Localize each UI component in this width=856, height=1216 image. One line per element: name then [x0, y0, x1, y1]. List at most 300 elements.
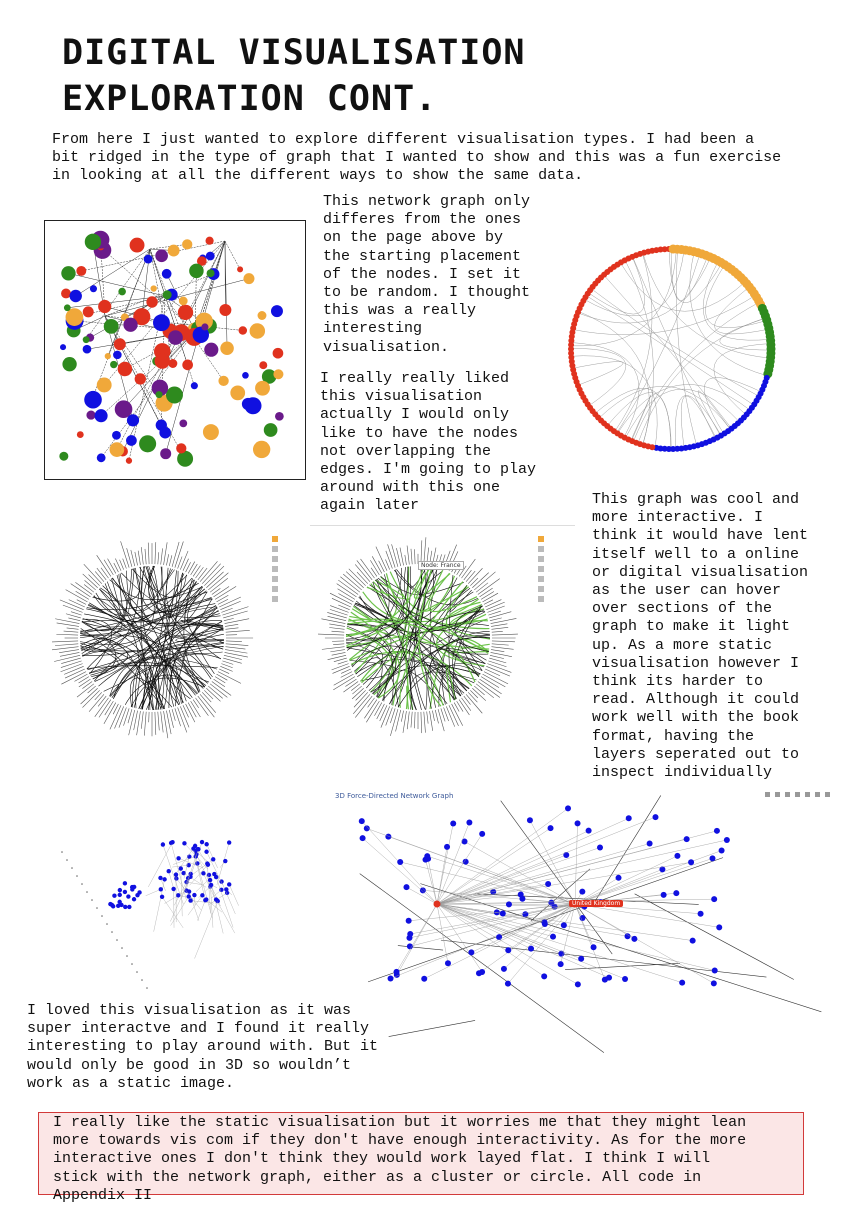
graph-edge	[631, 395, 651, 441]
bundle-label	[491, 618, 517, 623]
graph-node	[243, 273, 254, 284]
toolbar-icon	[775, 792, 780, 797]
bundle-label	[361, 559, 375, 578]
bundle-label	[52, 641, 78, 642]
bundle-label	[414, 712, 415, 728]
graph-edge	[575, 904, 714, 983]
graph-node	[61, 266, 75, 280]
graph-node	[196, 847, 200, 851]
bundle-label	[217, 595, 229, 602]
bundle-label	[137, 711, 141, 735]
bundle-label	[357, 560, 372, 579]
graph-edge	[714, 344, 771, 415]
bundle-label	[104, 560, 113, 575]
graph-node	[139, 435, 156, 452]
graph-node	[505, 981, 511, 987]
graph-node	[177, 451, 193, 467]
toolbar-icon	[785, 792, 790, 797]
graph-node	[113, 351, 122, 360]
bundle-label	[333, 644, 344, 645]
graph-node	[223, 859, 227, 863]
bundle-label	[490, 655, 504, 658]
toolbar-icon	[272, 576, 278, 582]
graph-node	[159, 887, 163, 891]
bundle-label	[485, 669, 500, 676]
bundle-label	[476, 684, 494, 698]
note-3d: I loved this visualisation as it was super interactve and I found it really interesting to play around with. But it would only be good in 3D so wouldn’t work as a static image.	[27, 1002, 379, 1092]
bundle-label	[89, 694, 104, 711]
graph-node	[123, 905, 127, 909]
toolbar-icon	[795, 792, 800, 797]
bundle-label	[470, 690, 478, 698]
graph-node	[62, 357, 76, 371]
bundle-edge	[80, 597, 211, 631]
bundle-edge	[347, 638, 393, 705]
bundle-label	[202, 564, 220, 584]
graph-node	[273, 369, 283, 379]
bundle-label	[430, 711, 433, 731]
bundle-label	[374, 703, 381, 716]
bundle-label	[330, 650, 345, 652]
bundle-label	[82, 690, 99, 707]
bundle-label	[474, 572, 495, 590]
axis-tick	[66, 859, 68, 861]
bundle-label	[407, 711, 409, 729]
graph-node	[579, 889, 585, 895]
graph-node	[364, 825, 370, 831]
graph-node	[105, 353, 111, 359]
graph-node	[168, 245, 180, 257]
graph-edge	[615, 253, 652, 431]
graph-node	[182, 360, 193, 371]
bundle-label	[223, 611, 247, 618]
bundle-label	[134, 711, 138, 730]
graph-node	[407, 943, 413, 949]
toolbar-icon	[538, 576, 544, 582]
toolbar-icon	[765, 792, 770, 797]
graph-edge	[573, 295, 755, 334]
graph-node	[550, 934, 556, 940]
graph-node	[123, 881, 127, 885]
graph-node	[388, 976, 394, 982]
bundle-label	[353, 694, 370, 713]
graph-node	[403, 884, 409, 890]
graph-node	[250, 323, 265, 338]
graph-edge	[426, 860, 437, 904]
graph-node	[112, 894, 116, 898]
graph-node	[204, 343, 218, 357]
graph-node	[176, 893, 180, 897]
graph-node	[674, 853, 680, 859]
highlight-node	[434, 901, 441, 908]
bundle-label	[491, 624, 507, 627]
bundle-label	[421, 712, 422, 733]
bundle-label	[332, 631, 345, 632]
axis-tick	[121, 947, 123, 949]
axis-tick	[76, 875, 78, 877]
graph-node	[586, 828, 592, 834]
graph-node	[545, 881, 551, 887]
bundle-label	[54, 655, 80, 661]
bundle-label	[338, 593, 353, 601]
bundle-label	[332, 664, 349, 670]
graph-node	[162, 269, 172, 279]
bundle-label	[415, 549, 416, 564]
toolbar-icon	[538, 556, 544, 562]
graph-edge	[593, 795, 661, 905]
graph-node	[219, 879, 223, 883]
bundle-label	[332, 598, 351, 607]
graph-node	[83, 345, 92, 354]
graph-edge	[441, 940, 767, 977]
graph-node	[360, 835, 366, 841]
bundle-label	[492, 644, 509, 645]
bundle-label	[351, 684, 360, 691]
bundle-label	[204, 566, 224, 586]
highlight-node-label: United Kingdom	[569, 900, 623, 907]
graph-node	[397, 859, 403, 865]
graph-node	[126, 435, 137, 446]
toolbar-icon	[272, 556, 278, 562]
graph-node	[542, 921, 548, 927]
bundle-label	[225, 628, 238, 630]
graph-node	[201, 871, 205, 875]
graph-node	[110, 903, 114, 907]
graph-node	[179, 420, 187, 428]
graph-node	[220, 341, 234, 355]
graph-node	[466, 819, 472, 825]
bundle-label	[71, 612, 82, 615]
graph-node	[548, 825, 554, 831]
graph-node	[188, 898, 192, 902]
graph-node	[110, 442, 125, 457]
bundle-label	[64, 631, 79, 632]
graph-node	[673, 890, 679, 896]
axis-tick	[91, 899, 93, 901]
bundle-label	[461, 698, 470, 711]
graph-node	[200, 840, 204, 844]
bundle-label	[120, 560, 124, 570]
bundle-label	[407, 546, 409, 565]
bundle-label	[340, 577, 360, 592]
toolbar-icon	[538, 546, 544, 552]
bundle-label	[388, 544, 396, 567]
graph-node	[271, 305, 283, 317]
bundle-label	[81, 688, 98, 704]
graph-node	[724, 837, 730, 843]
toolbar-icon	[272, 546, 278, 552]
bundle-label	[218, 672, 241, 684]
bundle-label	[61, 664, 83, 672]
bundle-label	[376, 547, 387, 571]
bundle-label	[129, 710, 135, 735]
bundle-label	[97, 568, 106, 580]
bundle-label	[161, 548, 163, 564]
bundle-label	[468, 692, 477, 702]
graph-node	[606, 975, 612, 981]
note-interactive: This graph was cool and more interactive. I think it would have lent itself well to a online or digital visualisation as the user can hover over sections of the graph to make it light up. As a more static visualisation however I think its harder to read. Although it could work well with the book format, having the layers seperated out to inspect individually	[592, 491, 809, 782]
graph-node	[714, 828, 720, 834]
bundle-label	[366, 701, 379, 722]
bundle-label	[131, 550, 135, 566]
bundle-label	[368, 698, 375, 707]
graph-node	[541, 973, 547, 979]
bundle-label	[318, 634, 344, 635]
graph-node	[479, 831, 485, 837]
bundle-label	[215, 586, 236, 599]
graph-node	[211, 857, 215, 861]
graph-node	[98, 300, 111, 313]
graph-node	[95, 409, 108, 422]
graph-node	[709, 855, 715, 861]
axis-tick	[101, 915, 103, 917]
graph-node	[144, 255, 153, 264]
graph-node	[501, 966, 507, 972]
bundle-label	[343, 574, 361, 590]
page-title	[62, 30, 526, 122]
graph-node	[661, 892, 667, 898]
graph-node	[162, 877, 166, 881]
graph-edge	[586, 296, 753, 405]
graph-edge	[197, 900, 205, 920]
bundle-label	[484, 672, 508, 684]
graph-node	[90, 285, 97, 292]
bundle-label	[322, 647, 345, 650]
graph-node	[205, 237, 213, 245]
bundle-label	[164, 542, 168, 565]
intro-text: From here I just wanted to explore different visualisation types. I had been a bit ridged in the type of graph that I wanted to show and this was a fun exercise in looking at all the different ways to show the same data.	[52, 131, 782, 185]
graph-node	[505, 947, 511, 953]
graph-node	[163, 290, 172, 299]
graph-edge	[591, 289, 759, 397]
bundle-label	[59, 650, 79, 653]
bundle-label	[492, 634, 518, 635]
axis-tick	[111, 931, 113, 933]
graph-edge	[424, 904, 575, 979]
bundle-label	[76, 591, 89, 599]
bundle-label	[225, 650, 247, 654]
toolbar-icon	[538, 586, 544, 592]
graph-node	[191, 382, 198, 389]
bundle-label	[138, 551, 140, 565]
bundle-label	[478, 579, 500, 595]
graph-node	[97, 378, 112, 393]
graph-node	[192, 893, 196, 897]
graph-node	[64, 304, 71, 311]
bundle-label	[356, 690, 366, 700]
toolbar-icon	[272, 586, 278, 592]
graph-node	[230, 385, 245, 400]
graph-node	[394, 969, 400, 975]
bundle-label	[208, 573, 228, 590]
graph-node	[214, 897, 218, 901]
graph-edge	[578, 311, 649, 445]
graph-node	[176, 856, 180, 860]
graph-node	[84, 391, 102, 409]
note-liked: I really really liked this visualisation actually I would only like to have the nodes not overlapping the edges. I'm going to play around with this one again later	[320, 370, 537, 515]
bundle-label	[97, 555, 111, 576]
graph-node	[61, 289, 71, 299]
graph-edge	[197, 863, 212, 918]
bundle-label	[191, 564, 198, 575]
graph-node	[118, 362, 133, 377]
graph-node	[616, 875, 622, 881]
graph-edge	[625, 389, 739, 438]
graph-node	[578, 956, 584, 962]
graph-node	[160, 427, 167, 434]
graph-edge	[575, 904, 634, 939]
graph-node	[160, 895, 164, 899]
graph-node	[130, 887, 134, 891]
bundle-label	[435, 710, 438, 723]
graph-node	[182, 841, 186, 845]
graph-node	[591, 944, 597, 950]
graph-node	[76, 266, 86, 276]
graph-node	[597, 844, 603, 850]
bundle-label	[226, 630, 250, 632]
toolbar-icon	[538, 566, 544, 572]
graph-node	[153, 314, 170, 331]
graph-edge	[146, 889, 161, 895]
bundle-label	[210, 578, 228, 592]
page-title-line-2: EXPLORATION CONT.	[62, 79, 438, 119]
graph-node	[174, 872, 178, 876]
bundle-label	[95, 692, 102, 700]
graph-node	[208, 878, 212, 882]
bundle-label	[108, 559, 116, 574]
graph-node	[719, 848, 725, 854]
graph-node	[123, 890, 127, 894]
random-network-graph	[45, 221, 305, 479]
divider	[310, 525, 575, 526]
bundle-label	[226, 641, 242, 642]
graph-node	[716, 924, 722, 930]
graph-node	[155, 353, 170, 368]
bundle-label	[483, 593, 498, 602]
axis-tick	[86, 891, 88, 893]
bundle-label	[145, 549, 146, 564]
axis-tick	[146, 987, 148, 989]
bundle-label	[225, 624, 238, 626]
bundle-label	[180, 551, 188, 570]
bundle-edge	[183, 621, 222, 682]
bundle-label	[470, 578, 478, 586]
bundle-label	[446, 706, 454, 726]
graph-node	[563, 852, 569, 858]
bundle-label	[188, 703, 196, 718]
bundle-label	[222, 661, 233, 665]
bundle-label	[491, 627, 508, 629]
bundle-label	[198, 696, 215, 717]
bundle-label	[69, 600, 85, 607]
graph-node	[219, 304, 231, 316]
graph-edge	[643, 253, 771, 358]
graph-node	[83, 336, 90, 343]
bundle-label	[67, 628, 79, 629]
bundle-label	[57, 623, 79, 627]
graph-node	[176, 443, 186, 453]
bundle-label	[166, 554, 168, 565]
note-random-placement: This network graph only differes from the ones on the page above by the starting placement of the nodes. I set it to be random. I thought this was a really interesting visualisation.	[323, 193, 531, 356]
graph-edge	[195, 901, 218, 958]
axis-tick	[106, 923, 108, 925]
graph-edge	[575, 869, 662, 904]
bundle-label	[144, 712, 146, 736]
circle-network-figure	[566, 222, 828, 474]
graph-node	[580, 915, 586, 921]
bundle-label	[74, 674, 87, 681]
graph-node	[167, 869, 171, 873]
circle-network-graph	[566, 222, 828, 474]
edge-bundle-figure	[52, 528, 292, 758]
bundle-label	[119, 707, 126, 727]
bundle-label	[438, 709, 444, 731]
graph-node	[168, 330, 183, 345]
hover-tooltip: Node: France	[418, 561, 464, 570]
bundle-label	[215, 677, 225, 683]
graph-node	[156, 391, 163, 398]
bundle-label	[214, 679, 225, 687]
bundle-label	[338, 580, 358, 594]
bundle-label	[200, 694, 216, 712]
graph-node	[245, 397, 262, 414]
graph-node	[711, 980, 717, 986]
toolbar-icon	[825, 792, 830, 797]
graph-node	[450, 820, 456, 826]
graph-node	[174, 876, 178, 880]
graph-edge	[573, 362, 623, 386]
graph-edge	[363, 838, 437, 904]
graph-node	[123, 318, 137, 332]
bundle-label	[478, 681, 500, 697]
bundle-label	[148, 543, 149, 564]
bundle-label	[476, 583, 488, 592]
bundle-label	[464, 696, 471, 704]
bundle-label	[370, 560, 379, 575]
graph-node	[444, 844, 450, 850]
bundle-label	[380, 705, 387, 721]
graph-edge	[367, 828, 575, 904]
graph-node	[506, 901, 512, 907]
axis-tick	[96, 907, 98, 909]
bundle-label	[485, 600, 501, 607]
graph-node	[698, 911, 704, 917]
bundle-label	[392, 544, 398, 566]
bundle-label	[480, 588, 493, 597]
bundle-label	[217, 674, 228, 680]
graph-node	[204, 897, 208, 901]
bundle-label	[405, 555, 407, 565]
edge-bundle-hover-figure	[318, 528, 563, 758]
toolbar-icon	[538, 596, 544, 602]
bundle-label	[488, 611, 500, 615]
bundle-label	[349, 569, 366, 586]
graph-node	[359, 818, 365, 824]
toolbar-icon	[805, 792, 810, 797]
bundle-label	[466, 694, 482, 713]
force-3d-small-graph	[50, 822, 312, 1002]
page-title-line-1: DIGITAL VISUALISATION	[62, 33, 526, 73]
bundle-label	[155, 712, 156, 735]
graph-node	[171, 887, 175, 891]
bundle-label	[64, 666, 83, 674]
bundle-label	[77, 684, 94, 697]
graph-node	[688, 859, 694, 865]
graph-node	[575, 981, 581, 987]
graph-edge	[148, 842, 172, 887]
graph-node	[127, 414, 139, 426]
graph-node	[527, 817, 533, 823]
